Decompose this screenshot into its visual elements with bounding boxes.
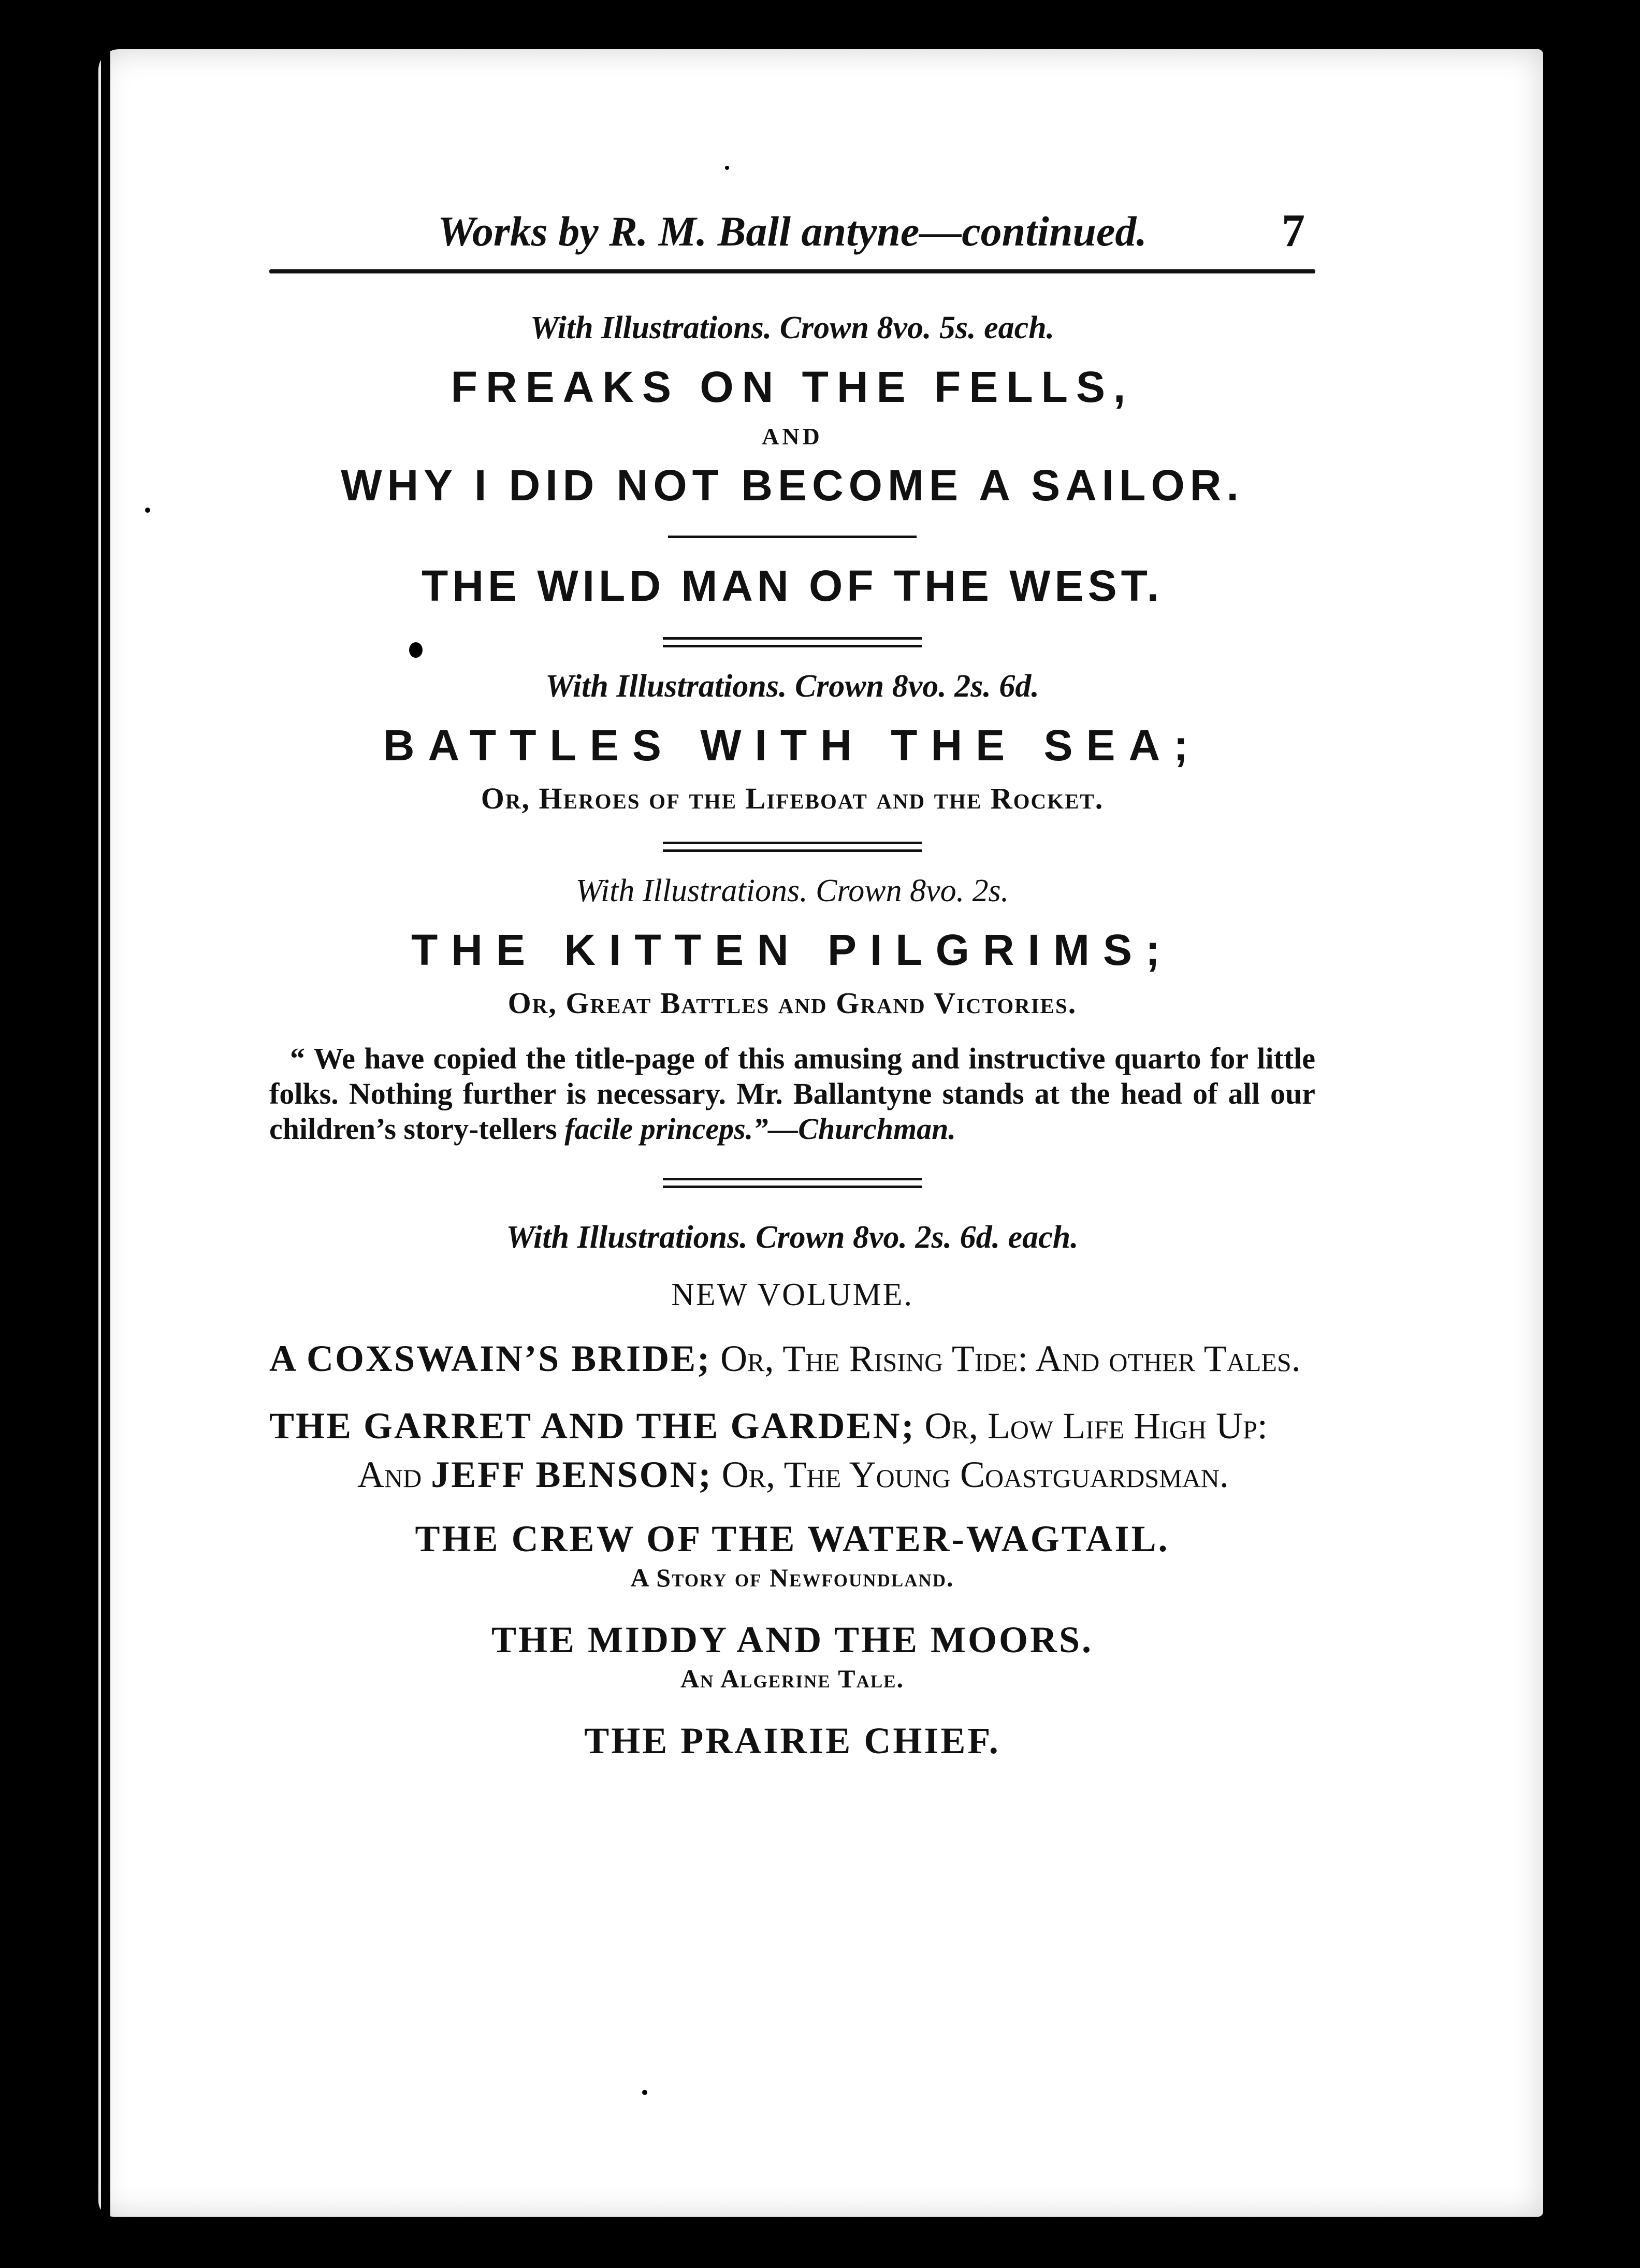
conjunction: AND — [762, 423, 823, 450]
quote-attribution: facile princeps.”—Churchman. — [564, 1112, 956, 1146]
scan-speck — [642, 2090, 647, 2095]
book-entry — [269, 1334, 1315, 1383]
book-title: THE MIDDY AND THE MOORS. — [491, 1619, 1094, 1660]
scan-speck — [67, 1906, 83, 1912]
book-title: WHY I DID NOT BECOME A SAILOR. — [341, 461, 1244, 510]
running-head — [269, 197, 1315, 269]
entry-title: THE GARRET AND THE GARDEN; — [269, 1405, 916, 1447]
book-subtitle: Or, Heroes of the Lifeboat and the Rocket. — [481, 782, 1104, 815]
entry-subtitle: Or, Low Life High Up: And — [357, 1405, 1268, 1495]
entry-subtitle: Or, The Young Coastguardsman. — [712, 1454, 1229, 1495]
entry-title: JEFF BENSON; — [431, 1454, 713, 1495]
running-title: Works by R. M. Ball antyne—continued. — [438, 208, 1147, 255]
scan-speck — [145, 508, 150, 513]
book-title: THE CREW OF THE WATER-WAGTAIL. — [415, 1518, 1170, 1559]
edition-note: With Illustrations. Crown 8vo. 2s. 6d. each. — [506, 1220, 1079, 1255]
scan-speck — [725, 166, 729, 170]
book-title: THE PRAIRIE CHIEF. — [584, 1720, 1000, 1761]
edition-note: With Illustrations. Crown 8vo. 2s. 6d. — [545, 669, 1039, 704]
edition-note: With Illustrations. Crown 8vo. 2s. — [575, 873, 1009, 908]
entry-subtitle: Or, The Rising Tide: And other Tales. — [711, 1338, 1301, 1379]
book-entry — [269, 1402, 1315, 1499]
double-divider-rule — [663, 842, 922, 852]
book-title: THE KITTEN PILGRIMS; — [411, 926, 1173, 974]
double-divider-rule — [663, 1178, 922, 1188]
divider-rule — [668, 536, 917, 538]
entry-title: A COXSWAIN’S BRIDE; — [269, 1338, 712, 1379]
book-subtitle: Or, Great Battles and Grand Victories. — [507, 986, 1077, 1020]
gutter-line — [101, 31, 110, 2227]
book-title: FREAKS ON THE FELLS, — [451, 363, 1134, 411]
book-title: BATTLES WITH THE SEA; — [383, 721, 1202, 770]
head-rule — [269, 269, 1315, 273]
review-quote — [269, 1041, 1315, 1147]
double-divider-rule — [663, 637, 922, 647]
book-subtitle: An Algerine Tale. — [680, 1664, 905, 1693]
book-title: THE WILD MAN OF THE WEST. — [422, 561, 1163, 610]
book-subtitle: A Story of Newfoundland. — [630, 1563, 954, 1592]
new-volume-heading: NEW VOLUME. — [671, 1277, 914, 1312]
page-content — [269, 197, 1315, 1763]
quote-text: “ We have copied the title-page of this amusing and instructive quarto for little folks. Nothing further is necessary. Mr. Ballantyne stands at the head of all our children’s story-tellers — [269, 1042, 1315, 1146]
edition-note: With Illustrations. Crown 8vo. 5s. each. — [530, 310, 1055, 345]
page-number: 7 — [1282, 205, 1305, 256]
